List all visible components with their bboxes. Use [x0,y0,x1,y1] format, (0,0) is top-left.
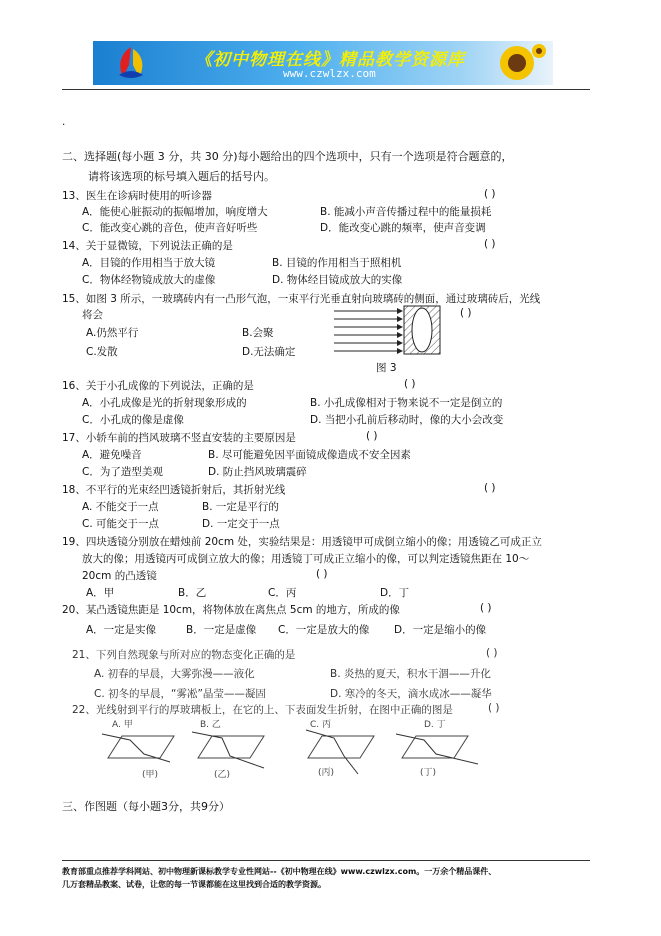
q15-option-a: A.仍然平行 [86,327,139,339]
q15-figure-label: 图 3 [376,362,397,374]
q18-option-c: C. 可能交于一点 [82,518,160,530]
q22-caption-b: (乙) [214,770,231,780]
q14-option-d: D. 物体经目镜成放大的实像 [272,274,403,286]
q16-option-d: D. 当把小孔前后移动时，像的大小会改变 [310,414,504,426]
header-banner [93,41,553,85]
q20-stem: 20、某凸透镜焦距是 10cm，将物体放在离焦点 5cm 的地方，所成的像 [62,604,400,616]
q13-option-a: A．能使心脏振动的振幅增加，响度增大 [82,206,268,218]
q15-glass-brick-figure [332,304,452,356]
q13-stem: 13、医生在诊病时使用的听诊器 [62,190,212,202]
q21-option-c: C. 初冬的早晨，“雾凇”晶莹——凝固 [94,688,266,700]
q15-stem-line2: 将会 [82,309,103,321]
q17-option-d: D. 防止挡风玻璃震碎 [208,466,307,478]
q22-figure-d [394,728,484,778]
q15-stem-line1: 15、如图 3 所示，一玻璃砖内有一凸形气泡，一束平行光垂直射向玻璃砖的侧面，通过玻璃砖后，光线 [62,293,541,305]
q18-answer-paren: ( ) [484,482,496,494]
q19-stem-line2: 放大的像；用透镜丙可成倒立放大的像；用透镜丁可成正立缩小的像，可以判定透镜焦距在 10～ [82,553,530,565]
q21-option-b: B. 炎热的夏天，积水干涸——升化 [330,668,491,680]
q21-stem: 21、下列自然现象与所对应的物态变化正确的是 [72,649,296,661]
q16-stem: 16、关于小孔成像的下列说法，正确的是 [62,380,254,392]
q21-option-d: D. 寒冷的冬天，滴水成冰——凝华 [330,688,492,700]
q17-option-c: C．为了造型美观 [82,466,163,478]
sunflower-icon [487,43,547,83]
q22-option-d: D. 丁 [424,720,446,730]
q19-option-a: A．甲 [86,587,115,599]
q22-option-c: C. 丙 [310,720,332,730]
q14-stem: 14、关于显微镜，下列说法正确的是 [62,240,233,252]
header-rule [62,89,590,90]
q16-answer-paren: ( ) [404,378,416,390]
q13-option-c: C．能改变心跳的音色，使声音好听些 [82,222,258,234]
q14-option-b: B. 目镜的作用相当于照相机 [272,257,402,269]
q22-caption-c: (丙) [318,768,335,778]
q22-figure-a [100,728,180,778]
q20-option-d: D．一定是缩小的像 [394,624,487,636]
q13-option-b: B. 能减小声音传播过程中的能量损耗 [320,206,492,218]
q19-option-d: D．丁 [380,587,410,599]
q13-option-d: D．能改变心跳的频率，使声音变调 [320,222,486,234]
q17-answer-paren: ( ) [366,430,378,442]
q22-answer-paren: ( ) [488,702,500,714]
q14-option-c: C．物体经物镜成放大的虚像 [82,274,216,286]
section2-heading-line1: 二、选择题(每小题 3 分，共 30 分)每小题给出的四个选项中，只有一个选项是符合题意的， [62,150,513,163]
q17-option-b: B. 尽可能避免因平面镜成像造成不安全因素 [208,449,411,461]
q18-option-b: B. 一定是平行的 [202,501,279,513]
section3-heading: 三、作图题（每小题3分，共9分） [62,800,230,813]
q16-option-a: A．小孔成像是光的折射现象形成的 [82,397,247,409]
q16-option-c: C．小孔成的像是虚像 [82,414,184,426]
q19-option-c: C．丙 [268,587,297,599]
footer-rule [62,860,590,861]
q15-option-b: B.会聚 [242,327,274,339]
footer-line2: 几万套精品教案、试卷，让您的每一节课都能在这里找到合适的教学资源。 [62,880,326,889]
q19-stem-line3: 20cm 的凸透镜 [82,570,157,582]
q15-answer-paren: ( ) [460,307,472,319]
q18-stem: 18、不平行的光束经凹透镜折射后，其折射光线 [62,484,286,496]
banner-title: 《初中物理在线》精品教学资源库 [195,50,465,70]
q18-option-d: D. 一定交于一点 [202,518,280,530]
banner-url: www.czwlzx.com [283,67,376,80]
footer-line1: 教育部重点推荐学科网站、初中物理新课标教学专业性网站--《初中物理在线》www.czwlzx.com。一万余个精品课件、 [62,867,497,876]
q15-option-d: D.无法确定 [242,346,296,358]
q19-option-b: B．乙 [178,587,207,599]
section2-heading-line2: 请将该选项的标号填入题后的括号内。 [88,170,275,183]
q14-option-a: A．目镜的作用相当于放大镜 [82,257,216,269]
site-logo-icon [113,45,149,81]
q17-stem: 17、小轿车前的挡风玻璃不竖直安装的主要原因是 [62,432,296,444]
q21-answer-paren: ( ) [486,647,498,659]
q13-answer-paren: ( ) [484,188,496,200]
q16-option-b: B. 小孔成像相对于物来说不一定是倒立的 [310,397,503,409]
q19-answer-paren: ( ) [316,568,328,580]
q22-figure-c [300,728,380,778]
q22-option-b: B. 乙 [200,720,221,730]
q20-option-b: B．一定是虚像 [186,624,257,636]
q19-stem-line1: 19、四块透镜分别放在蜡烛前 20cm 处，实验结果是：用透镜甲可成倒立缩小的像；用透镜乙可成正立 [62,536,542,548]
q22-stem: 22、光线射到平行的厚玻璃板上，在它的上、下表面发生折射，在图中正确的图是 [72,704,453,716]
q14-answer-paren: ( ) [484,238,496,250]
q17-option-a: A．避免噪音 [82,449,142,461]
q20-option-c: C．一定是放大的像 [278,624,370,636]
q21-option-a: A. 初春的早晨，大雾弥漫——液化 [94,668,255,680]
q22-caption-d: (丁) [420,768,437,778]
q22-caption-a: (甲) [142,770,159,780]
q20-option-a: A．一定是实像 [86,624,157,636]
q20-answer-paren: ( ) [480,602,492,614]
q22-option-a: A. 甲 [112,720,133,730]
q15-option-c: C.发散 [86,346,118,358]
q18-option-a: A. 不能交于一点 [82,501,159,513]
stray-dot: . [62,116,66,128]
